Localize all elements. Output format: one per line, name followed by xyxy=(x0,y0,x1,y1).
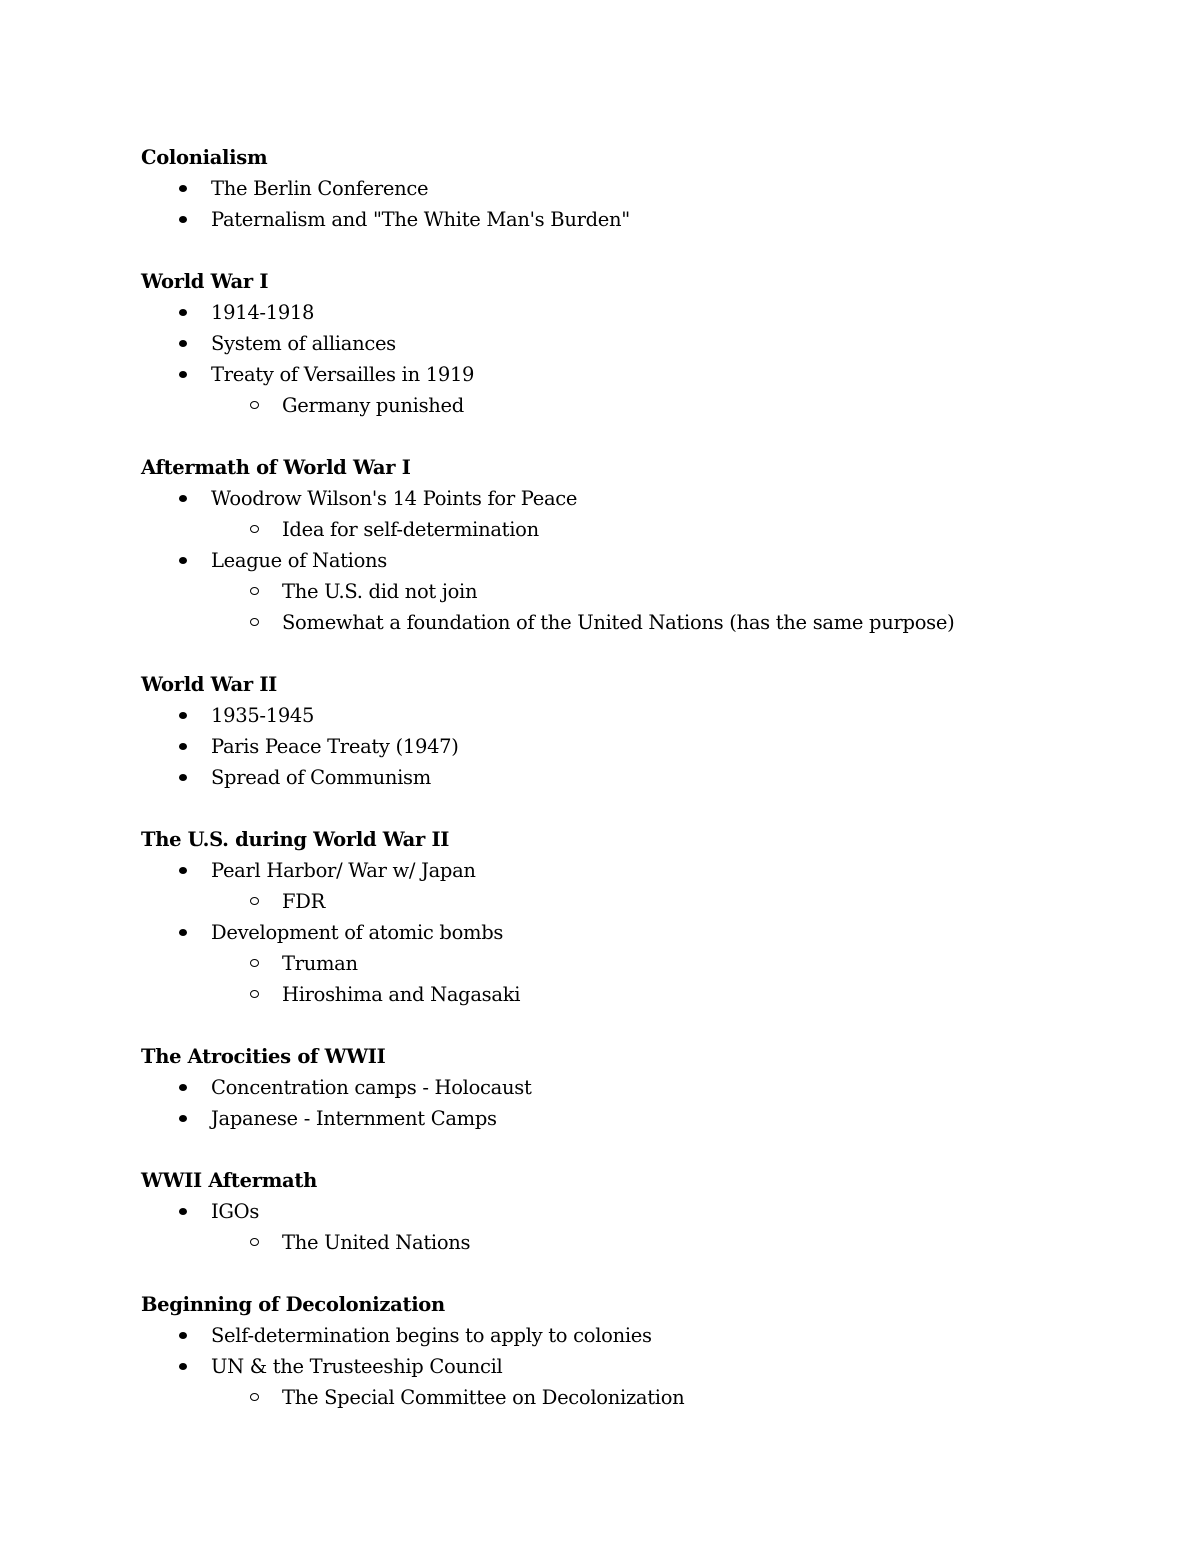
sub-list-item-row xyxy=(141,607,1101,638)
bullet-disc-icon xyxy=(179,1363,187,1370)
bullet-disc-icon xyxy=(179,1332,187,1339)
list-item xyxy=(141,204,1101,235)
list-item-row xyxy=(141,204,1101,235)
list-item-row xyxy=(141,173,1101,204)
bullet-list xyxy=(141,1072,1101,1134)
sub-bullet-list xyxy=(141,576,1101,638)
list-item-row xyxy=(141,359,1101,390)
list-item xyxy=(141,173,1101,204)
outline-section xyxy=(141,1289,1101,1413)
sub-bullet-list xyxy=(141,514,1101,545)
list-item xyxy=(141,359,1101,421)
outline-section xyxy=(141,142,1101,235)
list-item-text: IGOs xyxy=(211,1200,260,1223)
sub-list-item-row xyxy=(141,979,1101,1010)
document-body xyxy=(141,142,1101,1444)
list-item-text: Japanese - Internment Camps xyxy=(211,1107,497,1130)
sub-bullet-list xyxy=(141,886,1101,917)
section-heading: World War II xyxy=(141,673,277,696)
list-item-text: 1935-1945 xyxy=(211,704,315,727)
list-item-row xyxy=(141,731,1101,762)
list-item xyxy=(141,1072,1101,1103)
list-item-text: Woodrow Wilson's 14 Points for Peace xyxy=(211,487,578,510)
list-item-text: System of alliances xyxy=(211,332,396,355)
bullet-disc-icon xyxy=(179,495,187,502)
sub-list-item xyxy=(141,979,1101,1010)
bullet-disc-icon xyxy=(179,557,187,564)
bullet-circle-icon xyxy=(250,618,259,626)
list-item-text: Self-determination begins to apply to colonies xyxy=(211,1324,652,1347)
bullet-circle-icon xyxy=(250,587,259,595)
sub-list-item-row xyxy=(141,576,1101,607)
list-item-row xyxy=(141,1320,1101,1351)
outline-section xyxy=(141,669,1101,793)
list-item xyxy=(141,328,1101,359)
list-item xyxy=(141,700,1101,731)
sub-list-item-row xyxy=(141,886,1101,917)
list-item xyxy=(141,483,1101,545)
sub-list-item-text: FDR xyxy=(282,890,325,913)
list-item-text: Concentration camps - Holocaust xyxy=(211,1076,532,1099)
list-item-row xyxy=(141,297,1101,328)
sub-bullet-list xyxy=(141,1382,1101,1413)
bullet-disc-icon xyxy=(179,867,187,874)
bullet-list xyxy=(141,700,1101,793)
list-item-text: Development of atomic bombs xyxy=(211,921,504,944)
list-item xyxy=(141,731,1101,762)
sub-list-item xyxy=(141,576,1101,607)
outline-section xyxy=(141,1165,1101,1258)
sub-list-item-row xyxy=(141,1227,1101,1258)
sub-list-item-text: The United Nations xyxy=(282,1231,471,1254)
outline-section xyxy=(141,824,1101,1010)
list-item xyxy=(141,545,1101,638)
sub-list-item xyxy=(141,514,1101,545)
outline-section xyxy=(141,1041,1101,1134)
sub-list-item xyxy=(141,1227,1101,1258)
list-item-text: 1914-1918 xyxy=(211,301,315,324)
list-item-text: Paris Peace Treaty (1947) xyxy=(211,735,459,758)
section-heading: WWII Aftermath xyxy=(141,1169,317,1192)
sub-list-item xyxy=(141,948,1101,979)
bullet-disc-icon xyxy=(179,712,187,719)
sub-list-item-text: Idea for self-determination xyxy=(282,518,539,541)
sub-list-item xyxy=(141,1382,1101,1413)
list-item-row xyxy=(141,483,1101,514)
bullet-list xyxy=(141,297,1101,421)
list-item-row xyxy=(141,762,1101,793)
list-item-row xyxy=(141,328,1101,359)
sub-list-item-text: Hiroshima and Nagasaki xyxy=(282,983,521,1006)
bullet-disc-icon xyxy=(179,216,187,223)
list-item xyxy=(141,917,1101,1010)
list-item-text: The Berlin Conference xyxy=(211,177,429,200)
bullet-list xyxy=(141,855,1101,1010)
sub-list-item-text: Germany punished xyxy=(282,394,464,417)
list-item-row xyxy=(141,1351,1101,1382)
list-item-text: Paternalism and "The White Man's Burden" xyxy=(211,208,630,231)
sub-list-item-row xyxy=(141,1382,1101,1413)
bullet-list xyxy=(141,1196,1101,1258)
section-heading: The U.S. during World War II xyxy=(141,828,450,851)
bullet-disc-icon xyxy=(179,1208,187,1215)
list-item xyxy=(141,1320,1101,1351)
bullet-disc-icon xyxy=(179,185,187,192)
section-heading: The Atrocities of WWII xyxy=(141,1045,386,1068)
section-heading: World War I xyxy=(141,270,269,293)
list-item-text: Treaty of Versailles in 1919 xyxy=(211,363,475,386)
sub-list-item-row xyxy=(141,390,1101,421)
outline-section xyxy=(141,452,1101,638)
list-item-row xyxy=(141,700,1101,731)
sub-list-item-text: The Special Committee on Decolonization xyxy=(282,1386,685,1409)
sub-bullet-list xyxy=(141,390,1101,421)
bullet-circle-icon xyxy=(250,897,259,905)
list-item xyxy=(141,1103,1101,1134)
bullet-disc-icon xyxy=(179,743,187,750)
sub-list-item xyxy=(141,607,1101,638)
list-item-row xyxy=(141,1196,1101,1227)
list-item-row xyxy=(141,1103,1101,1134)
bullet-disc-icon xyxy=(179,1084,187,1091)
list-item xyxy=(141,1351,1101,1413)
list-item xyxy=(141,1196,1101,1258)
bullet-disc-icon xyxy=(179,309,187,316)
list-item xyxy=(141,762,1101,793)
sub-list-item-text: Somewhat a foundation of the United Nations (has the same purpose) xyxy=(282,611,955,634)
sub-list-item-text: The U.S. did not join xyxy=(282,580,478,603)
list-item-text: UN & the Trusteeship Council xyxy=(211,1355,503,1378)
bullet-disc-icon xyxy=(179,371,187,378)
list-item-row xyxy=(141,855,1101,886)
bullet-list xyxy=(141,173,1101,235)
bullet-disc-icon xyxy=(179,340,187,347)
list-item-row xyxy=(141,545,1101,576)
list-item-row xyxy=(141,1072,1101,1103)
sub-list-item-row xyxy=(141,514,1101,545)
bullet-circle-icon xyxy=(250,525,259,533)
section-heading: Aftermath of World War I xyxy=(141,456,411,479)
list-item-text: League of Nations xyxy=(211,549,388,572)
sub-list-item xyxy=(141,886,1101,917)
bullet-disc-icon xyxy=(179,1115,187,1122)
bullet-disc-icon xyxy=(179,929,187,936)
bullet-circle-icon xyxy=(250,1238,259,1246)
bullet-list xyxy=(141,483,1101,638)
list-item-row xyxy=(141,917,1101,948)
outline-section xyxy=(141,266,1101,421)
bullet-circle-icon xyxy=(250,401,259,409)
list-item xyxy=(141,297,1101,328)
sub-list-item xyxy=(141,390,1101,421)
sub-bullet-list xyxy=(141,1227,1101,1258)
list-item xyxy=(141,855,1101,917)
bullet-circle-icon xyxy=(250,959,259,967)
section-heading: Colonialism xyxy=(141,146,268,169)
bullet-disc-icon xyxy=(179,774,187,781)
bullet-circle-icon xyxy=(250,990,259,998)
sub-bullet-list xyxy=(141,948,1101,1010)
list-item-text: Pearl Harbor/ War w/ Japan xyxy=(211,859,476,882)
bullet-list xyxy=(141,1320,1101,1413)
sub-list-item-row xyxy=(141,948,1101,979)
bullet-circle-icon xyxy=(250,1393,259,1401)
sub-list-item-text: Truman xyxy=(282,952,358,975)
list-item-text: Spread of Communism xyxy=(211,766,431,789)
section-heading: Beginning of Decolonization xyxy=(141,1293,445,1316)
